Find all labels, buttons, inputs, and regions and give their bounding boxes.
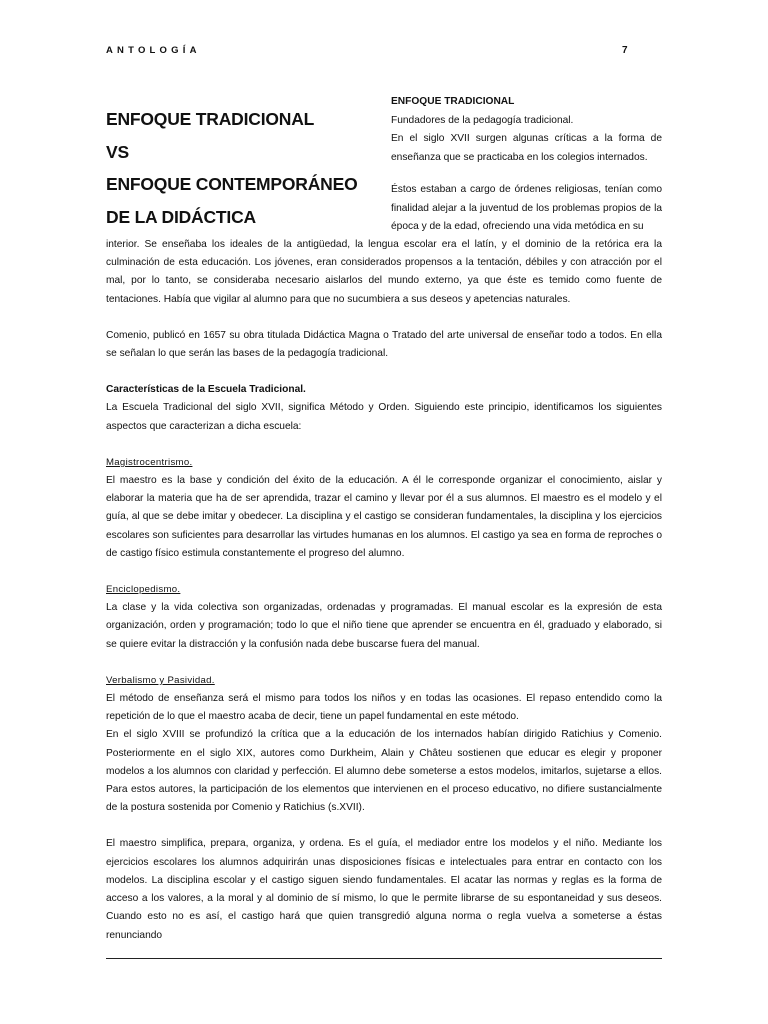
- paragraph-fundadores: Fundadores de la pedagogía tradicional.: [391, 114, 574, 126]
- paragraph-enciclopedismo: La clase y la vida colectiva son organizadas, ordenadas y programadas. El manual escolar es la expresión de esta organización, orden y programación; todo lo que el niño tiene que aprender se encuentra en él, graduado y elaborado, si se quiere evitar la distracción y la confusión nada debe buscarse fuera del manual.: [106, 602, 662, 650]
- title-line-3: ENFOQUE CONTEMPORÁNEO: [106, 174, 358, 194]
- paragraph-magistrocentrismo: El maestro es la base y condición del éxito de la educación. A él le corresponde organizar el conocimiento, aislar y elaborar la materia que ha de ser aprendida, trazar el camino y llevar por él a sus alumnos. El maestro es el modelo y el guía, al que se debe imitar y obedecer. La disciplina y el castigo se consideran fundamentales, la disciplina y los ejercicios escolares son suficientes para desarrollar las virtudes humanas en los alumnos. El castigo ya sea en forma de reproches o de castigo físico estimula constantemente el progreso del alumno.: [106, 475, 662, 559]
- heading-enciclopedismo: Enciclopedismo.: [106, 584, 181, 596]
- page-number: 7: [622, 45, 628, 56]
- document-title: [106, 103, 376, 233]
- heading-caracteristicas: Características de la Escuela Tradicional.: [106, 384, 306, 396]
- paragraph-verbalismo-1: El método de enseñanza será el mismo para todos los niños y en todas las ocasiones. El repaso entendido como la repetición de lo que el maestro acaba de decir, tiene un papel fundamental en este método.: [106, 693, 662, 723]
- paragraph-maestro: El maestro simplifica, prepara, organiza, y ordena. Es el guía, el mediador entre los modelos y el niño. Mediante los ejercicios escolares los alumnos adquirirán unas disposiciones físicas e intelectuales para entrar en contacto con los modelos. La disciplina escolar y el castigo siguen siendo fundamentales. El acatar las normas y reglas es la forma de acceso a los valores, a la moral y al dominio de sí mismo, lo que le permite librarse de su espontaneidad y sus deseos. Cuando esto no es así, el castigo hará que quien transgredió alguna norma o regla vuelva a someterse a éstas renunciando: [106, 838, 662, 941]
- footer-divider: [106, 958, 662, 959]
- paragraph-ordenes: Éstos estaban a cargo de órdenes religiosas, tenían como finalidad alejar a la juventud de los problemas propios de la época y de la edad, ofreciendo una vida metódica en su: [391, 184, 662, 232]
- right-column: [391, 93, 662, 237]
- paragraph-caracteristicas: La Escuela Tradicional del siglo XVII, significa Método y Orden. Siguiendo este principio, identificamos los siguientes aspectos que caracterizan a dicha escuela:: [106, 402, 662, 432]
- paragraph-comenio: Comenio, publicó en 1657 su obra titulada Didáctica Magna o Tratado del arte universal de enseñar todo a todos. En ella se señalan lo que serán las bases de la pedagogía tradicional.: [106, 329, 662, 360]
- paragraph-verbalismo-2: En el siglo XVIII se profundizó la crítica que a la educación de los internados habían dirigido Ratichius y Comenio. Posteriormente en el siglo XIX, autores como Durkheim, Alain y Châteu sostienen que educar es elegir y proponer modelos a los alumnos con claridad y perfección. El alumno debe someterse a estos modelos, imitarlos, sujetarse a ellos. Para estos autores, la participación de los elementos que intervienen en el proceso educativo, no difiere sustancialmente de la postura sostenida por Comenio y Ratichius (s.XVII).: [106, 729, 662, 814]
- running-header: ANTOLOGÍA: [106, 45, 201, 56]
- paragraph-interior: interior. Se enseñaba los ideales de la antigüedad, la lengua escolar era el latín, y el dominio de la retórica era la culminación de esta educación. Los jóvenes, eran considerados propensos a la tentación, débiles y con atracción por el mal, por lo tanto, se consideraba necesario aislarlos del mundo externo, ya que éste es temido como fuente de tentaciones. Había que vigilar al alumno para que no sucumbiera a sus deseos y apetencias naturales.: [106, 239, 662, 305]
- heading-magistrocentrismo: Magistrocentrismo.: [106, 456, 193, 468]
- section-heading-enfoque: ENFOQUE TRADICIONAL: [391, 96, 515, 107]
- title-line-1: ENFOQUE TRADICIONAL: [106, 109, 315, 129]
- title-line-4: DE LA DIDÁCTICA: [106, 206, 256, 227]
- body-text: [106, 236, 662, 945]
- heading-verbalismo: Verbalismo y Pasividad.: [106, 674, 215, 686]
- paragraph-siglo-xvii: En el siglo XVII surgen algunas críticas a la forma de enseñanza que se practicaba en los colegios internados.: [391, 133, 662, 163]
- title-line-2: VS: [106, 141, 129, 162]
